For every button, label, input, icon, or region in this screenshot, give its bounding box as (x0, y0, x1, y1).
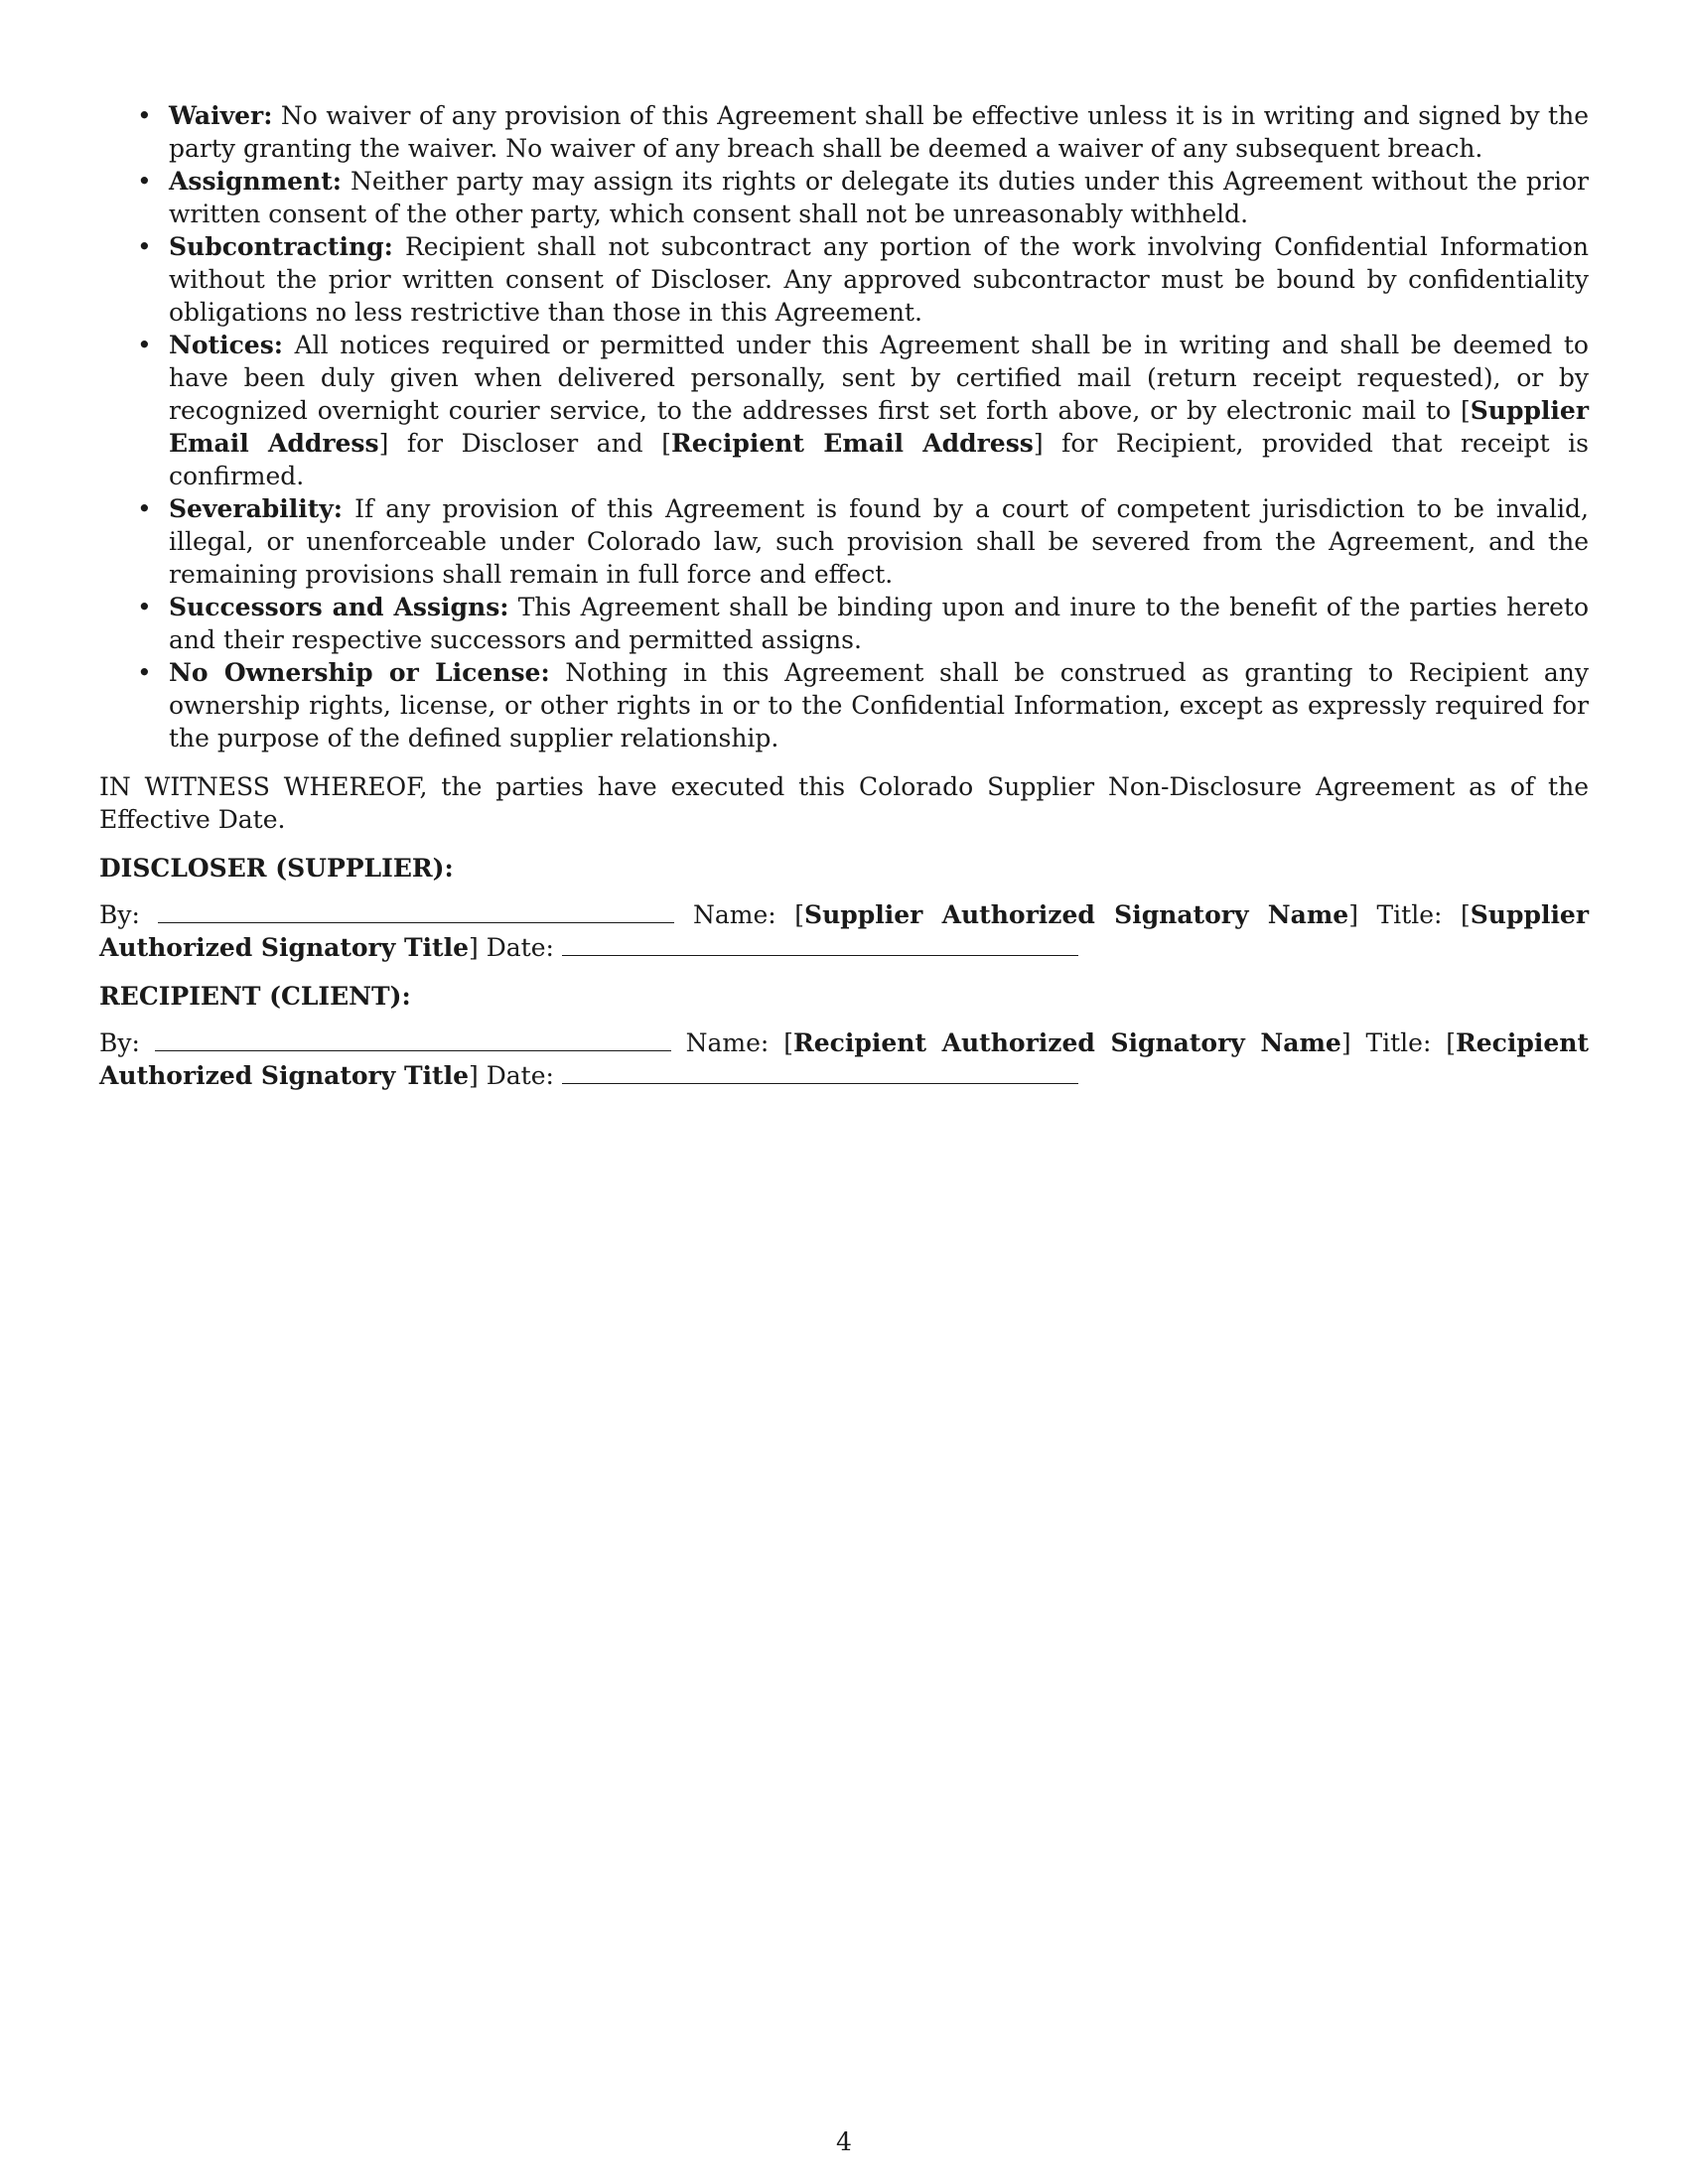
by-label: By: (99, 1028, 140, 1057)
provision-term: Subcontracting: (169, 232, 393, 261)
provision-text: Nothing in this Agreement shall be construed as granting to Recipient any ownership rights, license, or other rights in or to the Confidential Information, except as expressly required for the purpose of the defined supplier relationship. (169, 658, 1589, 752)
provision-text: ] for Recipient, provided that receipt is confirmed. (169, 429, 1589, 490)
provision-term: Assignment: (169, 167, 343, 196)
provision-term: No Ownership or License: (169, 658, 550, 687)
provision-text: No waiver of any provision of this Agreement shall be effective unless it is in writing and signed by the party granting the waiver. No waiver of any breach shall be deemed a waiver of any subsequent breach. (169, 101, 1589, 163)
bullet-icon: • (137, 331, 152, 359)
bullet-icon: • (137, 494, 152, 523)
discloser-date-line[interactable] (562, 933, 1078, 956)
bullet-icon: • (137, 658, 152, 687)
discloser-signature-block: By: Name: [Supplier Authorized Signatory Name] Title: [Supplier Authorized Signatory Title] Date: (99, 900, 1590, 962)
provision-notices (99, 329, 1589, 492)
witness-clause: IN WITNESS WHEREOF, the parties have executed this Colorado Supplier Non-Disclosure Agreement as of the Effective Date. (99, 772, 1589, 834)
provision-text: If any provision of this Agreement is found by a court of competent jurisdiction to be invalid, illegal, or unenforceable under Colorado law, such provision shall be severed from the Agreement, and the remaining provisions shall remain in full force and effect. (169, 494, 1589, 589)
recipient-signature-block: By: Name: [Recipient Authorized Signatory Name] Title: [Recipient Authorized Signatory Title] Date: (99, 1028, 1590, 1090)
recipient-heading: RECIPIENT (CLIENT): (99, 982, 411, 1011)
page-number: 4 (836, 2127, 852, 2156)
provision-term: Successors and Assigns: (169, 593, 509, 621)
recipient-email-placeholder: Recipient Email Address (670, 429, 1034, 458)
discloser-name-placeholder: Supplier Authorized Signatory Name (804, 900, 1349, 929)
date-label: Date: (486, 1061, 554, 1090)
title-label: Title: (1376, 900, 1443, 929)
provision-term: Notices: (169, 331, 284, 359)
discloser-heading: DISCLOSER (SUPPLIER): (99, 854, 454, 883)
provision-severability (99, 492, 1589, 591)
provision-text: This Agreement shall be binding upon and inure to the benefit of the parties hereto and their respective successors and permitted assigns. (169, 593, 1589, 654)
bullet-icon: • (137, 593, 152, 621)
title-label: Title: (1365, 1028, 1432, 1057)
provision-assignment (99, 165, 1589, 230)
discloser-signature-line[interactable] (158, 900, 674, 923)
provision-text: Neither party may assign its rights or delegate its duties under this Agreement without the prior written consent of the other party, which consent shall not be unreasonably withheld. (169, 167, 1589, 228)
provision-text: ] for Discloser and [ (378, 429, 671, 458)
bullet-icon: • (137, 167, 152, 196)
recipient-title-placeholder: Recipient Authorized Signatory Title (99, 1028, 1590, 1090)
provision-no-ownership (99, 656, 1589, 754)
recipient-date-line[interactable] (562, 1061, 1078, 1084)
document-body (99, 99, 1589, 1092)
provisions-list (99, 99, 1589, 754)
provision-term: Waiver: (169, 101, 273, 130)
name-label: Name: (685, 1028, 770, 1057)
name-label: Name: (693, 900, 776, 929)
by-label: By: (99, 900, 140, 929)
provision-successors (99, 591, 1589, 656)
provision-text: All notices required or permitted under this Agreement shall be in writing and shall be deemed to have been duly given when delivered personally, sent by certified mail (return receipt requested), or by recognized overnight courier service, to the addresses first set forth above, or by electronic mail to [ (169, 331, 1589, 425)
recipient-signature-line[interactable] (155, 1028, 671, 1051)
bullet-icon: • (137, 232, 152, 261)
provision-subcontracting (99, 230, 1589, 329)
bullet-icon: • (137, 101, 152, 130)
provision-waiver (99, 99, 1589, 165)
provision-text: Recipient shall not subcontract any portion of the work involving Confidential Information without the prior written consent of Discloser. Any approved subcontractor must be bound by confidentiality obligations no less restrictive than those in this Agreement. (169, 232, 1589, 327)
supplier-email-placeholder: Supplier Email Address (169, 396, 1589, 458)
recipient-name-placeholder: Recipient Authorized Signatory Name (792, 1028, 1341, 1057)
date-label: Date: (486, 933, 554, 962)
discloser-title-placeholder: Supplier Authorized Signatory Title (99, 900, 1590, 962)
provision-term: Severability: (169, 494, 344, 523)
